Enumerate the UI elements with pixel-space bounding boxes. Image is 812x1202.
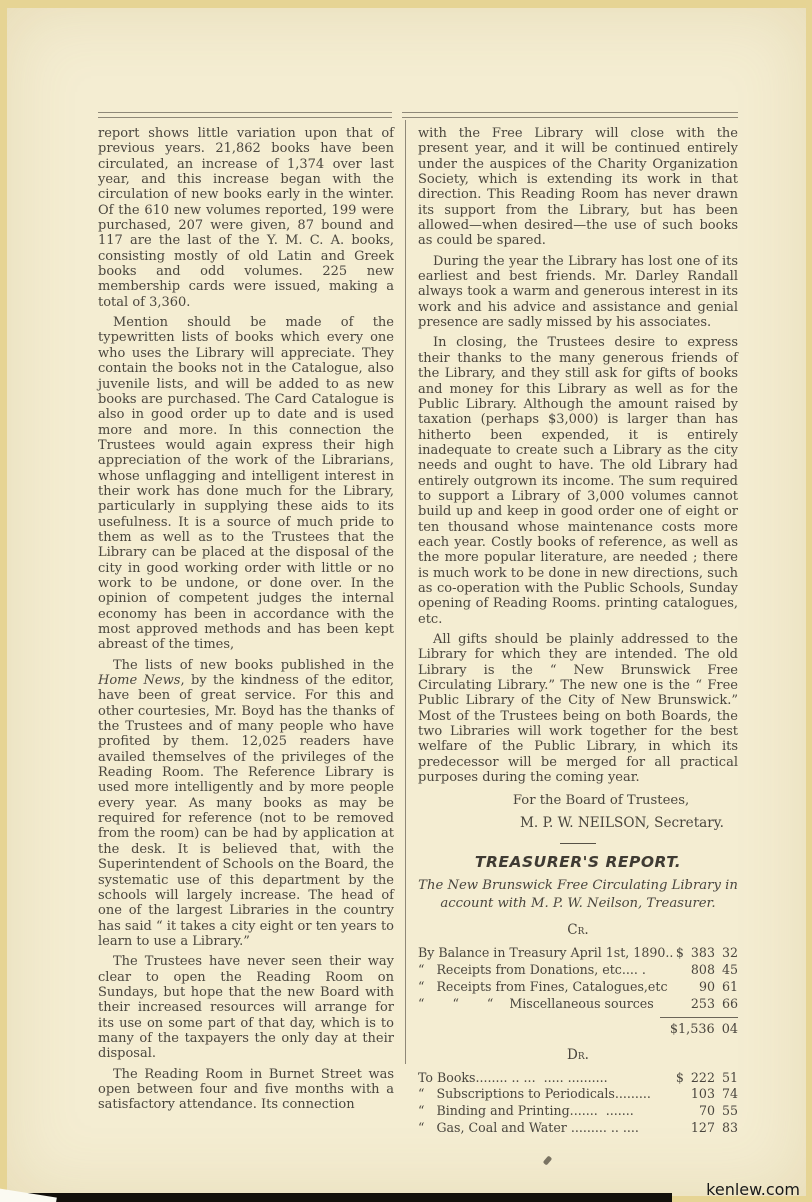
ledger-label: “ Subscriptions to Periodicals.........	[418, 1086, 651, 1102]
ledger-amount: 103 74	[690, 1086, 738, 1102]
publication-name: Home News	[98, 673, 181, 689]
paragraph: All gifts should be plainly addressed to the Library for which they are intended. The old Library is the “ New Brunswick Free Circulating Library.” The new one is the “ Free Public Library of the City of New Brunswick.” Most of the Trustees being on both Boards, the two Libraries will work together for the best welfare of the Public Library, in which its predecessor will be merged for all practical purposes during the coming year.	[418, 632, 738, 786]
right-column	[418, 126, 738, 1137]
scan-edge-strip	[0, 1193, 672, 1202]
paragraph: During the year the Library has lost one of its earliest and best friends. Mr. Darley Randall always took a warm and generous interest in its work and his advice and assistance and genial presence are sadly missed by his associates.	[418, 253, 738, 331]
ledger-label: “ Receipts from Donations, etc.... .	[418, 962, 646, 978]
ledger-amount: 253 66	[690, 995, 738, 1011]
double-rule-left	[98, 112, 392, 118]
treasurer-report-subtitle	[418, 877, 738, 912]
ledger-label: By Balance in Treasury April 1st, 1890..	[418, 945, 674, 961]
paragraph	[98, 658, 394, 950]
paragraph: The Reading Room in Burnet Street was open between four and five months with a satisfactory attendance. Its connection	[98, 1066, 394, 1113]
paragraph: Mention should be made of the typewritten lists of books which every one who uses the Library will appreciate. They contain the books not in the Catalogue, also juvenile lists, and will be added to as new books are purchased. The Card Catalogue is also in good order up to date and is used more and more. In this connection the Trustees would again express their high appreciation of the work of the Librarians, whose unflagging and intelligent interest in their work has done much for the Library, particularly in supplying these aids to its usefulness. It is a source of much pride to them as well as to the Trustees that the Library can be placed at the disposal of the city in good working order with little or no work to be undone, or done over. In the opinion of competent judges the internal economy has been in accordance with the most approved methods and has been kept abreast of the times,	[98, 315, 394, 653]
signature-line-1: For the Board of Trustees,	[512, 793, 690, 809]
ledger-row	[418, 1120, 738, 1137]
ledger-label: “ Gas, Coal and Water ......... .. ....	[418, 1120, 639, 1136]
treasurer-report-heading: TREASURER'S REPORT.	[474, 853, 682, 872]
column-gap	[394, 126, 418, 1137]
ledger-row	[418, 945, 738, 962]
paragraph: report shows little variation upon that of previous years. 21,862 books have been circulated, an increase of 1,374 over last year, and this increase began with the circulation of new books early in the winter. Of the 610 new volumes reported, 199 were purchased, 207 were given, 87 bound and 117 are the last of the Y. M. C. A. books, consisting mostly of old Latin and Greek books and odd volumes. 225 new membership cards were issued, making a total of 3,360.	[98, 126, 394, 310]
ledger-amount: 127 83	[690, 1120, 738, 1136]
ledger-amount: 70 55	[698, 1103, 738, 1119]
paragraph-text: The lists of new books published in the	[113, 657, 394, 673]
ledger-row	[418, 1103, 738, 1120]
ledger-label: “ Binding and Printing....... .......	[418, 1103, 634, 1119]
ledger-amount: $ 222 51	[675, 1069, 738, 1085]
credit-total: $1,536 04	[669, 1021, 738, 1037]
subtitle-line-2: account with M. P. W. Neilson, Treasurer.	[440, 895, 716, 911]
credit-ledger	[418, 945, 738, 1012]
section-divider-rule	[560, 843, 596, 844]
ledger-row	[418, 1086, 738, 1103]
ledger-amount: 90 61	[698, 979, 738, 995]
two-column-layout	[98, 126, 738, 1137]
ledger-label: “ Receipts from Fines, Catalogues,etc	[418, 979, 668, 995]
ledger-row	[418, 996, 738, 1013]
ledger-row	[418, 1070, 738, 1087]
page-content	[98, 112, 738, 1137]
credit-section-label: Cr.	[567, 922, 589, 939]
left-column	[98, 126, 394, 1137]
watermark-text: kenlew.com	[706, 1180, 800, 1199]
paragraph: The Trustees have never seen their way clear to open the Reading Room on Sundays, but hope that the new Board with their increased resources will arrange for its use on some part of that day, which is to many of the taxpayers the only day at their disposal.	[98, 954, 394, 1062]
ledger-row	[418, 979, 738, 996]
debit-section-label: Dr.	[567, 1046, 589, 1063]
subtitle-line-1: The New Brunswick Free Circulating Library in	[418, 878, 738, 894]
double-rule-right	[402, 112, 738, 118]
paragraph: In closing, the Trustees desire to express their thanks to the many generous friends of the Library, and they still ask for gifts of books and money for this Library as well as for the Public Library. Although the amount raised by taxation (perhaps $3,000) is larger than has hitherto been expended, it is entirely inadequate to create such a Library as the city needs and ought to have. The old Library had entirely outgrown its income. The sum required to support a Library of 3,000 volumes cannot build up and keep in good order one of eight or ten thousand whose maintenance costs more each year. Costly books of reference, as well as the more popular literature, are needed ; there is much work to be done in new directions, such as co-operation with the Public Schools, Sunday opening of Reading Rooms. printing catalogues, etc.	[418, 335, 738, 627]
signature-line-2: M. P. W. NEILSON, Secretary.	[520, 815, 724, 832]
header-rules	[98, 112, 738, 118]
ledger-row	[418, 962, 738, 979]
credit-total-rule	[660, 1017, 738, 1018]
ledger-label: To Books........ .. ... ..... ..........	[418, 1069, 608, 1085]
ledger-amount: 808 45	[690, 962, 738, 978]
ledger-label: “ “ “ Miscellaneous sources	[418, 995, 654, 1011]
paragraph-text: , by the kindness of the editor, have been of great service. For this and other courtesies, Mr. Boyd has the thanks of the Trustees and of many people who have profited by them. 12,025 readers have availed themselves of the privileges of the Reading Room. The Reference Library is used more intelligently and by more people every year. As many books as may be required for reference (not to be removed from the room) can be had by application at the desk. It is believed that, with the Superintendent of Schools on the Board, the systematic use of this department by the schools will largely increase. The head of one of the largest Libraries in the country has said “ it takes a city eight or ten years to learn to use a Library.”	[98, 673, 395, 949]
column-divider-rule	[405, 120, 406, 1064]
ledger-amount: $ 383 32	[675, 945, 738, 961]
paragraph: with the Free Library will close with the present year, and it will be continued entirely under the auspices of the Charity Organization Society, which is extending its work in that direction. This Reading Room has never drawn its support from the Library, but has been allowed—when desired—the use of such books as could be spared.	[418, 126, 738, 249]
debit-ledger	[418, 1070, 738, 1137]
